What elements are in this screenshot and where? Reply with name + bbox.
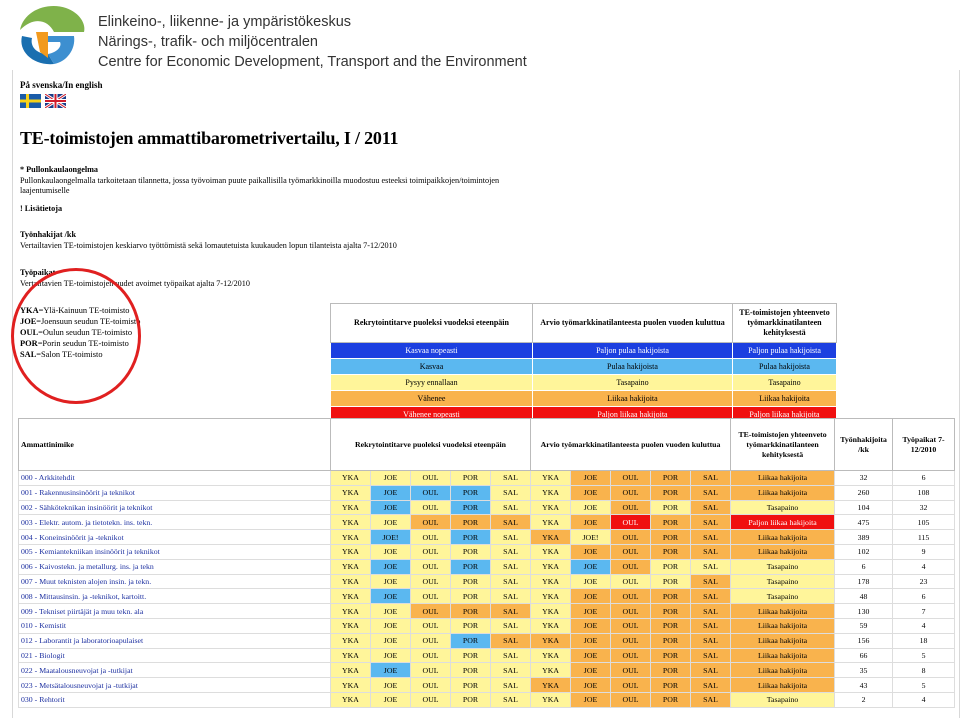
rec-cell: YKA [331,485,371,500]
est-cell: OUL [611,500,651,515]
occupation-link[interactable]: 003 - Elektr. autom. ja tietotekn. ins. tekn. [19,515,331,530]
rec-cell: YKA [331,604,371,619]
color-legend [330,303,837,423]
legend-cell: Pulaa hakijoista [533,359,733,375]
est-cell: SAL [691,678,731,693]
jobs-cell: 23 [893,574,955,589]
rec-cell: OUL [411,485,451,500]
organization-name [98,12,527,72]
jobs-cell: 8 [893,663,955,678]
occupation-link[interactable]: 009 - Tekniset piirtäjät ja muu tekn. ala [19,604,331,619]
est-cell: POR [651,663,691,678]
summary-cell: Liikaa hakijoita [731,678,835,693]
rec-cell: JOE! [371,530,411,545]
info-section [20,204,62,215]
rec-cell: OUL [411,589,451,604]
est-cell: YKA [531,633,571,648]
rec-cell: OUL [411,663,451,678]
seekers-cell: 475 [835,515,893,530]
summary-cell: Liikaa hakijoita [731,544,835,559]
seekers-cell: 35 [835,663,893,678]
est-cell: YKA [531,678,571,693]
jobs-cell: 32 [893,500,955,515]
est-cell: POR [651,692,691,707]
jobs-cell: 115 [893,530,955,545]
rec-cell: POR [451,663,491,678]
abbreviation-text: =Joensuun seudun TE-toimisto [36,317,141,326]
est-cell: OUL [611,485,651,500]
table-row [19,589,955,604]
occupation-link[interactable]: 005 - Kemiantekniikan insinöörit ja teknikot [19,544,331,559]
info-heading: ! Lisätietoja [20,204,63,213]
occupation-link[interactable]: 004 - Koneinsinöörit ja -teknikot [19,530,331,545]
summary-cell: Tasapaino [731,500,835,515]
occupation-link[interactable]: 022 - Maatalousneuvojat ja -tutkijat [19,663,331,678]
est-cell: YKA [531,485,571,500]
est-cell: JOE [571,559,611,574]
rec-cell: OUL [411,648,451,663]
est-cell: POR [651,618,691,633]
est-cell: SAL [691,530,731,545]
seekers-section [20,230,480,251]
rec-cell: OUL [411,559,451,574]
est-cell: POR [651,471,691,486]
col-header-seekers: Työnhakijoita /kk [835,419,893,471]
est-cell: OUL [611,692,651,707]
rec-cell: SAL [491,574,531,589]
org-line-en: Centre for Economic Development, Transport and the Environment [98,54,527,70]
seekers-cell: 59 [835,618,893,633]
occupation-link[interactable]: 007 - Muut teknisten alojen insin. ja tekn. [19,574,331,589]
occupation-link[interactable]: 000 - Arkkitehdit [19,471,331,486]
seekers-cell: 6 [835,559,893,574]
table-row [19,530,955,545]
est-cell: JOE [571,589,611,604]
seekers-cell: 260 [835,485,893,500]
legend-cell: Pulaa hakijoista [733,359,837,375]
abbreviation-code: POR [20,339,38,348]
summary-cell: Paljon liikaa hakijoita [731,515,835,530]
abbreviation-code: YKA [20,306,39,315]
british-flag-icon[interactable] [45,94,66,108]
abbreviation-text: =Porin seudun TE-toimisto [37,339,129,348]
rec-cell: POR [451,678,491,693]
jobs-cell: 4 [893,692,955,707]
est-cell: YKA [531,544,571,559]
est-cell: POR [651,485,691,500]
rec-cell: OUL [411,692,451,707]
rec-cell: OUL [411,633,451,648]
est-cell: JOE [571,574,611,589]
rec-cell: SAL [491,485,531,500]
rec-cell: JOE [371,633,411,648]
occupation-link[interactable]: 006 - Kaivostekn. ja metallurg. ins. ja tekn [19,559,331,574]
est-cell: JOE [571,604,611,619]
rec-cell: OUL [411,678,451,693]
rec-cell: YKA [331,515,371,530]
est-cell: OUL [611,648,651,663]
rec-cell: SAL [491,618,531,633]
page-title: TE-toimistojen ammattibarometrivertailu, I / 2011 [20,128,399,148]
summary-cell: Liikaa hakijoita [731,663,835,678]
legend-header-rec: Rekrytointitarve puoleksi vuodeksi eteenpäin [331,304,533,343]
rec-cell: OUL [411,500,451,515]
occupation-link[interactable]: 023 - Metsätalousneuvojat ja -tutkijat [19,678,331,693]
est-cell: OUL [611,544,651,559]
est-cell: JOE [571,471,611,486]
summary-cell: Liikaa hakijoita [731,633,835,648]
seekers-cell: 389 [835,530,893,545]
jobs-cell: 108 [893,485,955,500]
jobs-heading: Työpaikat [20,268,56,277]
col-header-rec: Rekrytointitarve puoleksi vuodeksi eteenpäin [331,419,531,471]
rec-cell: OUL [411,618,451,633]
est-cell: OUL [611,618,651,633]
jobs-cell: 105 [893,515,955,530]
jobs-cell: 5 [893,648,955,663]
est-cell: SAL [691,604,731,619]
rec-cell: OUL [411,574,451,589]
legend-cell: Paljon pulaa hakijoista [533,343,733,359]
rec-cell: SAL [491,544,531,559]
seekers-cell: 66 [835,648,893,663]
jobs-cell: 18 [893,633,955,648]
est-cell: OUL [611,678,651,693]
table-row [19,604,955,619]
summary-cell: Liikaa hakijoita [731,485,835,500]
table-row [19,618,955,633]
legend-cell: Vähenee nopeasti [331,407,533,423]
est-cell: JOE! [571,530,611,545]
table-row [19,633,955,648]
rec-cell: YKA [331,633,371,648]
col-header-est: Arvio työmarkkinatilanteesta puolen vuoden kuluttua [531,419,731,471]
abbreviation-text: =Oulun seudun TE-toimisto [38,328,133,337]
rec-cell: YKA [331,471,371,486]
legend-cell: Paljon liikaa hakijoita [733,407,837,423]
est-cell: YKA [531,559,571,574]
legend-cell: Tasapaino [733,375,837,391]
legend-header-sum: TE-toimistojen yhteenveto työmarkkinatilanteen kehityksestä [733,304,837,343]
legend-cell: Liikaa hakijoita [733,391,837,407]
est-cell: JOE [571,618,611,633]
est-cell: POR [651,604,691,619]
abbreviation-text: =Ylä-Kainuun TE-toimisto [38,306,130,315]
legend-cell: Paljon pulaa hakijoista [733,343,837,359]
summary-cell: Tasapaino [731,574,835,589]
est-cell: SAL [691,574,731,589]
est-cell: OUL [611,559,651,574]
est-cell: SAL [691,559,731,574]
est-cell: YKA [531,574,571,589]
est-cell: SAL [691,633,731,648]
est-cell: YKA [531,500,571,515]
table-row [19,500,955,515]
est-cell: SAL [691,544,731,559]
rec-cell: JOE [371,544,411,559]
seekers-cell: 104 [835,500,893,515]
jobs-cell: 6 [893,471,955,486]
rec-cell: SAL [491,678,531,693]
est-cell: POR [651,559,691,574]
est-cell: POR [651,589,691,604]
org-line-sv: Närings-, trafik- och miljöcentralen [98,34,318,50]
table-row [19,574,955,589]
rec-cell: JOE [371,574,411,589]
est-cell: YKA [531,648,571,663]
rec-cell: POR [451,515,491,530]
table-row [19,544,955,559]
site-header [0,0,960,72]
rec-cell: YKA [331,663,371,678]
est-cell: SAL [691,618,731,633]
rec-cell: OUL [411,530,451,545]
abbreviation-text: =Salon TE-toimisto [36,350,103,359]
rec-cell: OUL [411,515,451,530]
rec-cell: SAL [491,589,531,604]
est-cell: OUL [611,589,651,604]
est-cell: SAL [691,515,731,530]
occupation-link[interactable]: 008 - Mittausinsin. ja -teknikot, kartoitt. [19,589,331,604]
est-cell: YKA [531,530,571,545]
est-cell: POR [651,530,691,545]
est-cell: SAL [691,485,731,500]
rec-cell: JOE [371,663,411,678]
est-cell: JOE [571,648,611,663]
table-row [19,515,955,530]
table-row [19,559,955,574]
rec-cell: YKA [331,530,371,545]
col-header-name: Ammattinimike [19,419,331,471]
table-row [19,692,955,707]
rec-cell: YKA [331,678,371,693]
summary-cell: Liikaa hakijoita [731,618,835,633]
jobs-cell: 9 [893,544,955,559]
est-cell: JOE [571,663,611,678]
est-cell: JOE [571,633,611,648]
rec-cell: YKA [331,692,371,707]
bottleneck-text: Pullonkaulaongelmalla tarkoitetaan tilannetta, jossa työvoiman puute paikallisilla työmarkkinoilla muodostuu esteeksi toimipaikkojen/toimintojen laajentumiselle [20,175,500,195]
seekers-heading: Työnhakijat /kk [20,230,77,239]
rec-cell: POR [451,589,491,604]
est-cell: OUL [611,663,651,678]
seekers-cell: 130 [835,604,893,619]
legend-header-est: Arvio työmarkkinatilanteesta puolen vuoden kuluttua [533,304,733,343]
rec-cell: YKA [331,544,371,559]
seekers-cell: 156 [835,633,893,648]
jobs-text: Vertailtavien TE-toimistojen uudet avoimet työpaikat ajalta 7-12/2010 [20,278,250,288]
rec-cell: POR [451,530,491,545]
legend-cell: Liikaa hakijoita [533,391,733,407]
est-cell: YKA [531,471,571,486]
occupation-link[interactable]: 012 - Laborantit ja laboratorioapulaiset [19,633,331,648]
rec-cell: POR [451,692,491,707]
rec-cell: POR [451,618,491,633]
est-cell: OUL [611,604,651,619]
rec-cell: SAL [491,633,531,648]
summary-cell: Liikaa hakijoita [731,604,835,619]
summary-cell: Liikaa hakijoita [731,471,835,486]
rec-cell: SAL [491,515,531,530]
est-cell: YKA [531,515,571,530]
table-row [19,678,955,693]
legend-cell: Paljon liikaa hakijoita [533,407,733,423]
summary-cell: Liikaa hakijoita [731,648,835,663]
est-cell: YKA [531,692,571,707]
rec-cell: SAL [491,604,531,619]
rec-cell: SAL [491,648,531,663]
rec-cell: SAL [491,530,531,545]
rec-cell: SAL [491,500,531,515]
legend-cell: Kasvaa nopeasti [331,343,533,359]
summary-cell: Liikaa hakijoita [731,530,835,545]
rec-cell: POR [451,648,491,663]
rec-cell: JOE [371,692,411,707]
rec-cell: POR [451,471,491,486]
rec-cell: YKA [331,648,371,663]
rec-cell: JOE [371,559,411,574]
rec-cell: POR [451,633,491,648]
est-cell: SAL [691,589,731,604]
est-cell: SAL [691,500,731,515]
jobs-cell: 5 [893,678,955,693]
rec-cell: YKA [331,500,371,515]
bottleneck-section [20,165,540,197]
rec-cell: SAL [491,663,531,678]
est-cell: OUL [611,530,651,545]
est-cell: POR [651,648,691,663]
seekers-text: Vertailtavien TE-toimistojen keskiarvo työttömistä sekä lomautetuista kuukauden lopun tilanteista ajalta 7-12/2010 [20,240,397,250]
est-cell: SAL [691,471,731,486]
est-cell: YKA [531,589,571,604]
rec-cell: SAL [491,559,531,574]
rec-cell: OUL [411,544,451,559]
rec-cell: YKA [331,574,371,589]
est-cell: OUL [611,515,651,530]
language-link[interactable]: På svenska/In english [20,80,103,90]
legend-cell: Kasvaa [331,359,533,375]
rec-cell: JOE [371,678,411,693]
rec-cell: POR [451,559,491,574]
jobs-cell: 7 [893,604,955,619]
col-header-sum: TE-toimistojen yhteenveto työmarkkinatilanteen kehityksestä [731,419,835,471]
seekers-cell: 48 [835,589,893,604]
est-cell: POR [651,500,691,515]
rec-cell: POR [451,604,491,619]
rec-cell: JOE [371,618,411,633]
legend-cell: Vähenee [331,391,533,407]
col-header-jobs: Työpaikat 7-12/2010 [893,419,955,471]
est-cell: SAL [691,663,731,678]
table-row [19,648,955,663]
rec-cell: POR [451,500,491,515]
est-cell: OUL [611,574,651,589]
abbreviation-code: SAL [20,350,37,359]
est-cell: POR [651,633,691,648]
legend-cell: Pysyy ennallaan [331,375,533,391]
rec-cell: JOE [371,471,411,486]
org-line-fi: Elinkeino-, liikenne- ja ympäristökeskus [98,14,352,30]
rec-cell: YKA [331,589,371,604]
est-cell: YKA [531,618,571,633]
est-cell: SAL [691,648,731,663]
rec-cell: SAL [491,471,531,486]
occupation-link[interactable]: 021 - Biologit [19,648,331,663]
est-cell: OUL [611,633,651,648]
table-row [19,471,955,486]
rec-cell: POR [451,544,491,559]
rec-cell: JOE [371,485,411,500]
rec-cell: SAL [491,692,531,707]
rec-cell: JOE [371,500,411,515]
bottleneck-heading: * Pullonkaulaongelma [20,165,99,174]
est-cell: JOE [571,500,611,515]
est-cell: POR [651,515,691,530]
table-row [19,663,955,678]
est-cell: JOE [571,678,611,693]
rec-cell: POR [451,485,491,500]
seekers-cell: 2 [835,692,893,707]
est-cell: YKA [531,663,571,678]
jobs-cell: 6 [893,589,955,604]
swedish-flag-icon[interactable] [20,94,41,108]
abbreviation-code: JOE [20,317,37,326]
legend-cell: Tasapaino [533,375,733,391]
occupation-link[interactable]: 030 - Rehtorit [19,692,331,707]
seekers-cell: 32 [835,471,893,486]
seekers-cell: 178 [835,574,893,589]
rec-cell: POR [451,574,491,589]
rec-cell: JOE [371,515,411,530]
est-cell: JOE [571,485,611,500]
est-cell: JOE [571,692,611,707]
est-cell: JOE [571,515,611,530]
est-cell: POR [651,574,691,589]
est-cell: POR [651,544,691,559]
occupation-link[interactable]: 010 - Kemistit [19,618,331,633]
seekers-cell: 43 [835,678,893,693]
summary-cell: Tasapaino [731,692,835,707]
highlight-circle [11,268,141,404]
rec-cell: OUL [411,471,451,486]
occupation-link[interactable]: 001 - Rakennusinsinöörit ja teknikot [19,485,331,500]
est-cell: POR [651,678,691,693]
rec-cell: JOE [371,648,411,663]
occupation-link[interactable]: 002 - Sähköteknikan insinöörit ja teknikot [19,500,331,515]
summary-cell: Tasapaino [731,559,835,574]
ely-logo-icon [14,2,88,68]
est-cell: YKA [531,604,571,619]
est-cell: OUL [611,471,651,486]
jobs-cell: 4 [893,559,955,574]
rec-cell: YKA [331,559,371,574]
rec-cell: JOE [371,589,411,604]
rec-cell: YKA [331,618,371,633]
occupation-table [18,418,955,708]
table-row [19,485,955,500]
est-cell: SAL [691,692,731,707]
seekers-cell: 102 [835,544,893,559]
rec-cell: JOE [371,604,411,619]
rec-cell: OUL [411,604,451,619]
abbreviation-code: OUL [20,328,39,337]
est-cell: JOE [571,544,611,559]
jobs-cell: 4 [893,618,955,633]
summary-cell: Tasapaino [731,589,835,604]
